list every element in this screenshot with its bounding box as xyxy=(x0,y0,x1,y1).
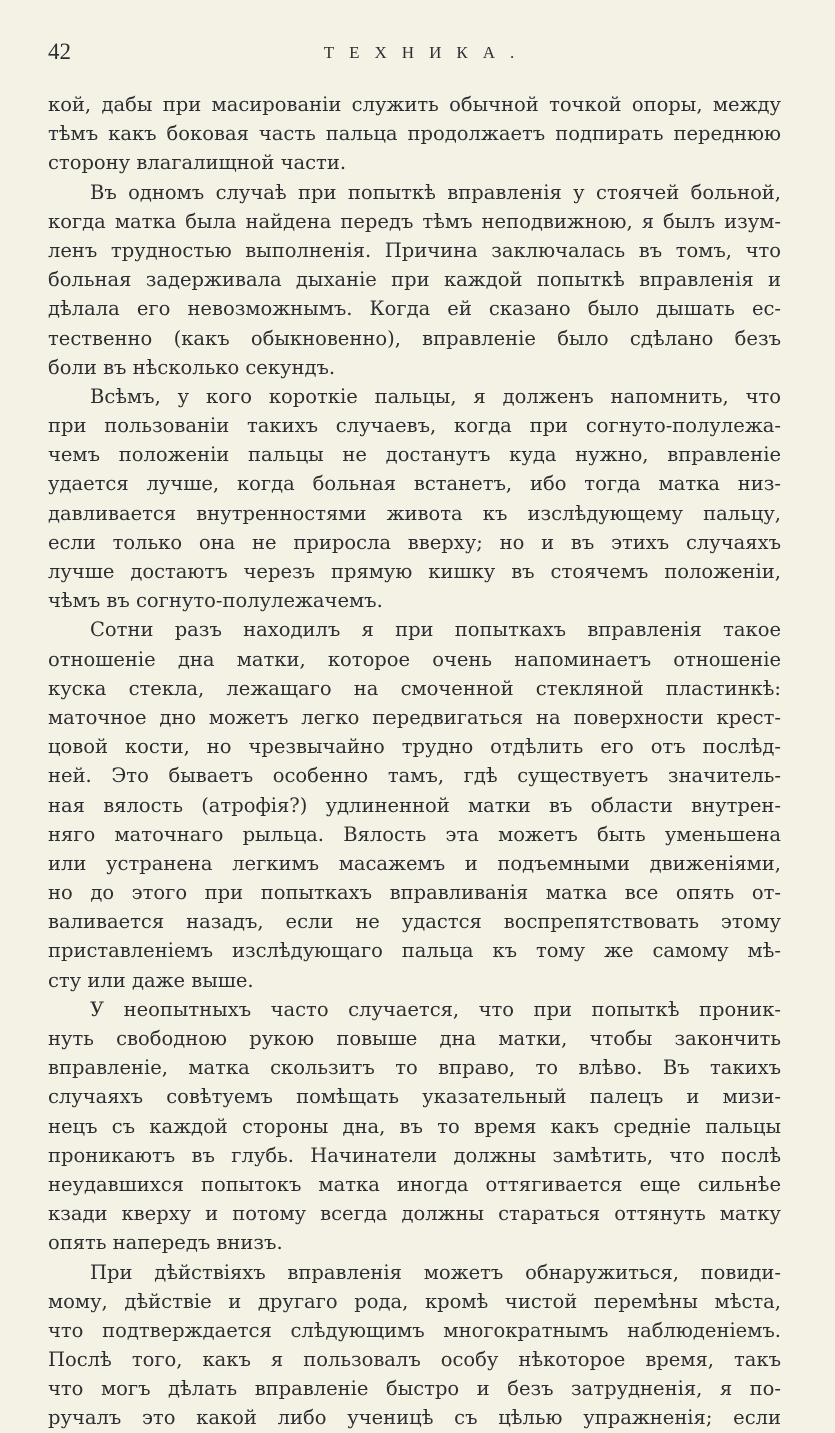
text-line: проникаютъ въ глубь. Начинатели должны замѣтить, что послѣ xyxy=(48,1143,781,1167)
text-line: но до этого при попыткахъ вправливанія матка все опять от- xyxy=(48,881,781,905)
text-line: отношеніе дна матки, которое очень напоминаетъ отношеніе xyxy=(48,647,781,671)
page-number: 42 xyxy=(48,39,71,64)
running-title: ТЕХНИКА. xyxy=(323,43,530,62)
text-line: вправленіе, матка скользитъ то вправо, то влѣво. Въ такихъ xyxy=(48,1056,781,1080)
text-line: что подтверждается слѣдующимъ многократнымъ наблюденіемъ. xyxy=(48,1318,781,1342)
text-line: дѣлала его невозможнымъ. Когда ей сказано было дышать ес- xyxy=(48,297,781,321)
text-line: Въ одномъ случаѣ при попыткѣ вправленія у стоячей больной, xyxy=(90,180,781,204)
text-line: неудавшихся попытокъ матка иногда оттягивается еще сильнѣе xyxy=(48,1172,781,1196)
text-line: кзади кверху и потому всегда должны стараться оттянуть матку xyxy=(48,1202,781,1226)
body-text xyxy=(48,90,781,1433)
text-line: куска стекла, лежащаго на смоченной стекляной пластинкѣ: xyxy=(48,676,781,700)
book-page xyxy=(48,38,781,1433)
text-line: тѣмъ какъ боковая часть пальца продолжаетъ подпирать переднюю xyxy=(48,122,781,146)
text-line: если только она не приросла вверху; но и въ этихъ случаяхъ xyxy=(48,530,781,554)
text-line: няго маточнаго рыльца. Вялость эта можетъ быть уменьшена xyxy=(48,822,781,846)
text-line: приставленіемъ изслѣдующаго пальца къ тому же самому мѣ- xyxy=(48,939,781,963)
text-line: У неопытныхъ часто случается, что при попыткѣ проник- xyxy=(90,997,781,1021)
text-line: ней. Это бываетъ особенно тамъ, гдѣ существуетъ значитель- xyxy=(48,764,781,788)
text-line: нецъ съ каждой стороны дна, въ то время какъ средніе пальцы xyxy=(48,1114,781,1138)
text-line: сторону влагалищной части. xyxy=(48,151,347,175)
text-line: кой, дабы при масированіи служить обычной точкой опоры, между xyxy=(48,93,781,116)
text-line: лучше достаютъ черезъ прямую кишку въ стоячемъ положеніи, xyxy=(48,560,781,583)
text-line: ная вялость (атрофія?) удлиненной матки въ области внутрен- xyxy=(48,793,781,817)
text-line: при пользованіи такихъ случаевъ, когда при согнуто-полулежа- xyxy=(48,414,781,438)
text-line: Сотни разъ находилъ я при попыткахъ вправленія такое xyxy=(90,618,781,642)
text-line: ленъ трудностью выполненія. Причина заключалась въ томъ, что xyxy=(48,238,781,262)
text-line: нуть свободною рукою повыше дна матки, чтобы закончить xyxy=(48,1027,781,1050)
text-line: ручалъ это какой либо ученицѣ съ цѣлью упражненія; если xyxy=(48,1406,781,1430)
text-line: боли въ нѣсколько секундъ. xyxy=(48,355,336,379)
text-line: валивается назадъ, если не удастся воспрепятствовать этому xyxy=(48,910,781,934)
text-line: удается лучше, когда больная встанетъ, ибо тогда матка низ- xyxy=(48,472,781,496)
text-line: мому, дѣйствіе и другаго рода, кромѣ чистой перемѣны мѣста, xyxy=(48,1289,781,1313)
text-line: чемъ положеніи пальцы не достанутъ куда нужно, вправленіе xyxy=(48,443,781,467)
text-line: тественно (какъ обыкновенно), вправленіе было сдѣлано безъ xyxy=(48,326,781,350)
text-line: цовой кости, но чрезвычайно трудно отдѣлить его отъ послѣд- xyxy=(48,735,781,759)
text-line: случаяхъ совѣтуемъ помѣщать указательный палецъ и мизи- xyxy=(48,1085,781,1109)
text-line: больная задерживала дыханіе при каждой попыткѣ вправленія и xyxy=(48,268,781,292)
text-line: сту или даже выше. xyxy=(48,968,254,992)
text-line: чѣмъ въ согнуто-полулежачемъ. xyxy=(48,589,383,613)
text-line: или устранена легкимъ масажемъ и подъемными движеніями, xyxy=(48,851,781,875)
text-line: При дѣйствіяхъ вправленія можетъ обнаружиться, повиди- xyxy=(90,1260,781,1284)
text-line: давливается внутренностями живота къ изслѣдующему пальцу, xyxy=(48,501,781,525)
text-line: Послѣ того, какъ я пользовалъ особу нѣкоторое время, такъ xyxy=(48,1348,781,1372)
text-line: что могъ дѣлать вправленіе быстро и безъ затрудненія, я по- xyxy=(48,1377,781,1401)
page-header xyxy=(48,38,781,78)
text-line: когда матка была найдена передъ тѣмъ неподвижною, я былъ изум- xyxy=(48,209,781,233)
text-line: Всѣмъ, у кого короткіе пальцы, я долженъ напомнить, что xyxy=(90,384,781,408)
text-line: опять напередъ внизъ. xyxy=(48,1231,283,1255)
text-line: маточное дно можетъ легко передвигаться на поверхности крест- xyxy=(48,705,781,729)
